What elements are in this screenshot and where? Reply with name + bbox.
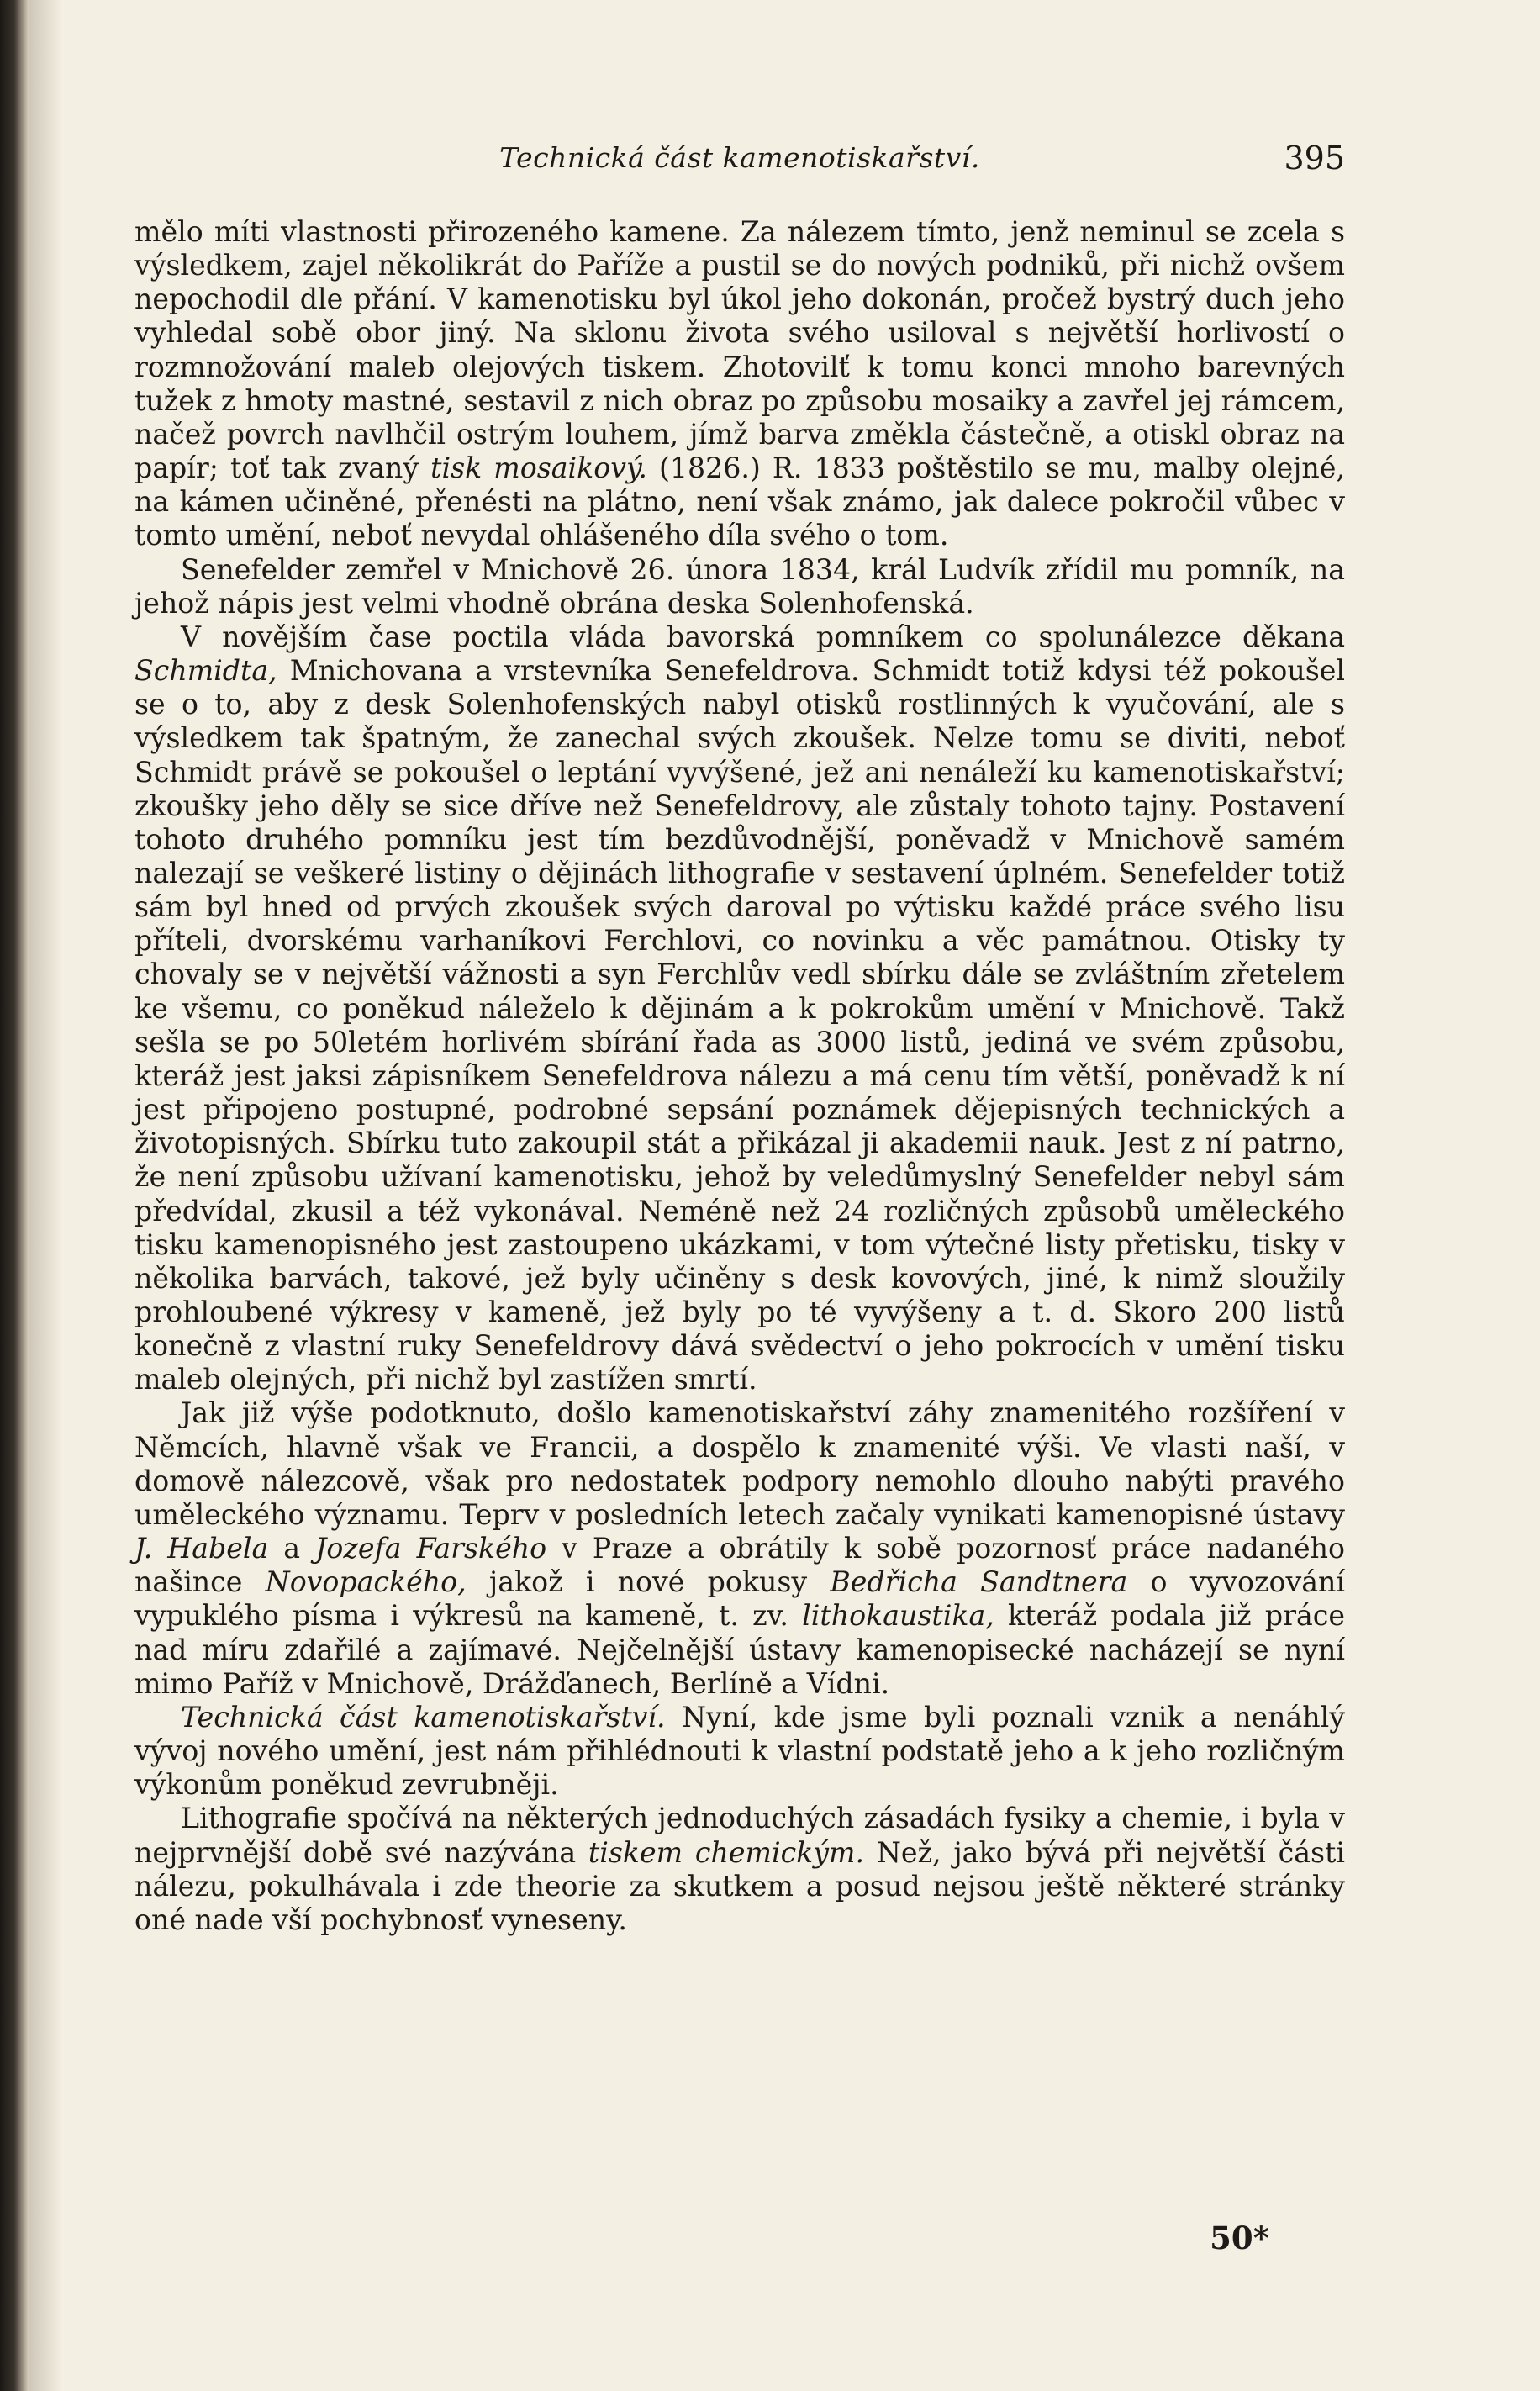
running-title: Technická část kamenotiskařství. xyxy=(499,141,980,174)
italic-text-segment: J. Habela xyxy=(134,1532,269,1565)
text-segment: jakož i nové pokusy xyxy=(466,1565,831,1599)
italic-text-segment: tiskem chemickým. xyxy=(588,1835,865,1869)
text-segment: Lithografie spočívá na některých jednoduchých zásadách fysiky a chemie, i byla v nejprvnější době své nazývána xyxy=(134,1802,1345,1869)
italic-text-segment: Technická část kamenotiskařství. xyxy=(181,1700,666,1734)
body-text xyxy=(134,215,1345,1937)
italic-text-segment: Jozefa Farského xyxy=(315,1532,547,1565)
text-segment: v Praze a obrátily k sobě pozornosť práce nadaného našince xyxy=(134,1532,1345,1599)
text-segment: Senefelder zemřel v Mnichově 26. února 1834, král Ludvík zřídil mu pomník, na jehož nápis jest velmi vhodně obrána deska Solenhofenská. xyxy=(134,552,1345,620)
text-segment: o vyvozování vypuklého písma i výkresů na kameně, t. zv. xyxy=(134,1565,1345,1633)
book-binding-edge xyxy=(0,0,29,2391)
text-segment: a xyxy=(268,1532,316,1565)
italic-text-segment: Schmidta, xyxy=(134,654,277,688)
italic-text-segment: Novopackého, xyxy=(265,1565,467,1599)
book-page xyxy=(134,135,1345,2354)
paragraph xyxy=(134,1396,1345,1700)
text-segment: Mnichovana a vrstevníka Senefeldrova. Schmidt totiž kdysi též pokoušel se o to, aby z desk Solenhofenských nabyl otisků rostlinných k vyučování, ale s výsledkem tak špatným, že zanechal svých zkoušek. Nelze tomu se diviti, neboť Schmidt právě se pokoušel o leptání vyvýšené, jež ani nenáleží ku kamenotiskařství; zkoušky jeho děly se sice dříve než Senefeldrovy, ale zůstaly tohoto tajny. Postavení tohoto druhého pomníku jest tím bezdůvodnější, poněvadž v Mnichově samém nalezají se veškeré listiny o dějinách lithografie v sestavení úplném. Senefelder totiž sám byl hned od prvých zkoušek svých daroval po výtisku každé práce svého lisu příteli, dvorskému varhaníkovi Ferchlovi, co novinku a věc památnou. Otisky ty chovaly se v největší vážnosti a syn Ferchlův vedl sbírku dále se zvláštním zřetelem ke všemu, co poněkud náleželo k dějinám a k pokrokům umění v Mnichově. Takž sešla se po 50letém horlivém sbírání řada as 3000 listů, jediná ve svém způsobu, kteráž jest jaksi zápisníkem Senefeldrova nálezu a má cenu tím větší, poněvadž k ní jest připojeno postupné, podrobné sepsání poznámek dějepisných technických a životopisných. Sbírku tuto zakoupil stát a přikázal ji akademii nauk. Jest z ní patrno, že není způsobu užívaní kamenotisku, jehož by veledůmyslný Senefelder nebyl sám předvídal, zkusil a též vykonával. Neméně než 24 rozličných způsobů uměleckého tisku kamenopisného jest zastoupeno ukázkami, v tom výtečné listy přetisku, tisky v několika barvách, takové, jež byly učiněny s desk kovových, jiné, k nimž sloužily prohloubené výkresy v kameně, jež byly po té vyvýšeny a t. d. Skoro 200 listů konečně z vlastní ruky Senefeldrovy dává svědectví o jeho pokrocích v umění tisku maleb olejných, při nichž byl zastížen smrtí. xyxy=(134,654,1345,1396)
page-number: 395 xyxy=(1284,140,1345,177)
text-segment: Jak již výše podotknuto, došlo kamenotiskařství záhy znamenitého rozšíření v Němcích, hlavně však ve Francii, a dospělo k znamenité výši. Ve vlasti naší, v domově nálezcově, však pro nedostatek podpory nemohlo dlouho nabýti pravého uměleckého významu. Teprv v posledních letech začaly vynikati kamenopisné ústavy xyxy=(134,1396,1345,1531)
paragraph xyxy=(134,553,1345,620)
paragraph xyxy=(134,1701,1345,1802)
text-segment: Než, jako bývá při největší části nálezu, pokulhávala i zde theorie za skutkem a posud nejsou ještě některé stránky oné nade vší pochybnosť vyneseny. xyxy=(134,1835,1346,1936)
italic-text-segment: lithokaustika, xyxy=(802,1599,994,1633)
text-segment: kteráž podala již práce nad míru zdařilé a zajímavé. Nejčelnější ústavy kamenopisecké nacházejí se nyní mimo Paříž v Mnichově, Drážďanech, Berlíně a Vídni. xyxy=(134,1599,1345,1700)
text-segment: mělo míti vlastnosti přirozeného kamene. Za nálezem tímto, jenž neminul se zcela s výsledkem, zajel několikrát do Paříže a pustil se do nových podniků, při nichž ovšem nepochodil dle přání. V kamenotisku byl úkol jeho dokonán, pročež bystrý duch jeho vyhledal sobě obor jiný. Na sklonu života svého usiloval s největší horlivostí o rozmnožování maleb olejových tiskem. Zhotovilť k tomu konci mnoho barevných tužek z hmoty mastné, sestavil z nich obraz po způsobu mosaiky a zavřel jej rámcem, načež povrch navlhčil ostrým louhem, jímž barva změkla částečně, a otiskl obraz na papír; toť tak zvaný xyxy=(134,215,1345,485)
text-segment: V novějším čase poctila vláda bavorská pomníkem co spolunálezce děkana xyxy=(181,620,1345,653)
paragraph xyxy=(134,215,1345,553)
running-head xyxy=(134,135,1345,185)
italic-text-segment: tisk mosaikový. xyxy=(430,451,647,485)
text-segment: Nyní, kde jsme byli poznali vznik a nenáhlý vývoj nového umění, jest nám přihlédnouti k vlastní podstatě jeho a k jeho rozličným výkonům poněkud zevrubněji. xyxy=(134,1700,1346,1802)
binding-shadow xyxy=(29,0,62,2391)
paragraph xyxy=(134,1802,1345,1937)
text-segment: (1826.) R. 1833 poštěstilo se mu, malby olejné, na kámen učiněné, přenésti na plátno, není však známo, jak dalece pokročil vůbec v tomto umění, neboť nevydal ohlášeného díla svého o tom. xyxy=(134,451,1345,552)
italic-text-segment: Bedřicha Sandtnera xyxy=(830,1565,1128,1599)
paragraph xyxy=(134,620,1345,1397)
printer-signature-mark: 50* xyxy=(1210,2219,1269,2256)
